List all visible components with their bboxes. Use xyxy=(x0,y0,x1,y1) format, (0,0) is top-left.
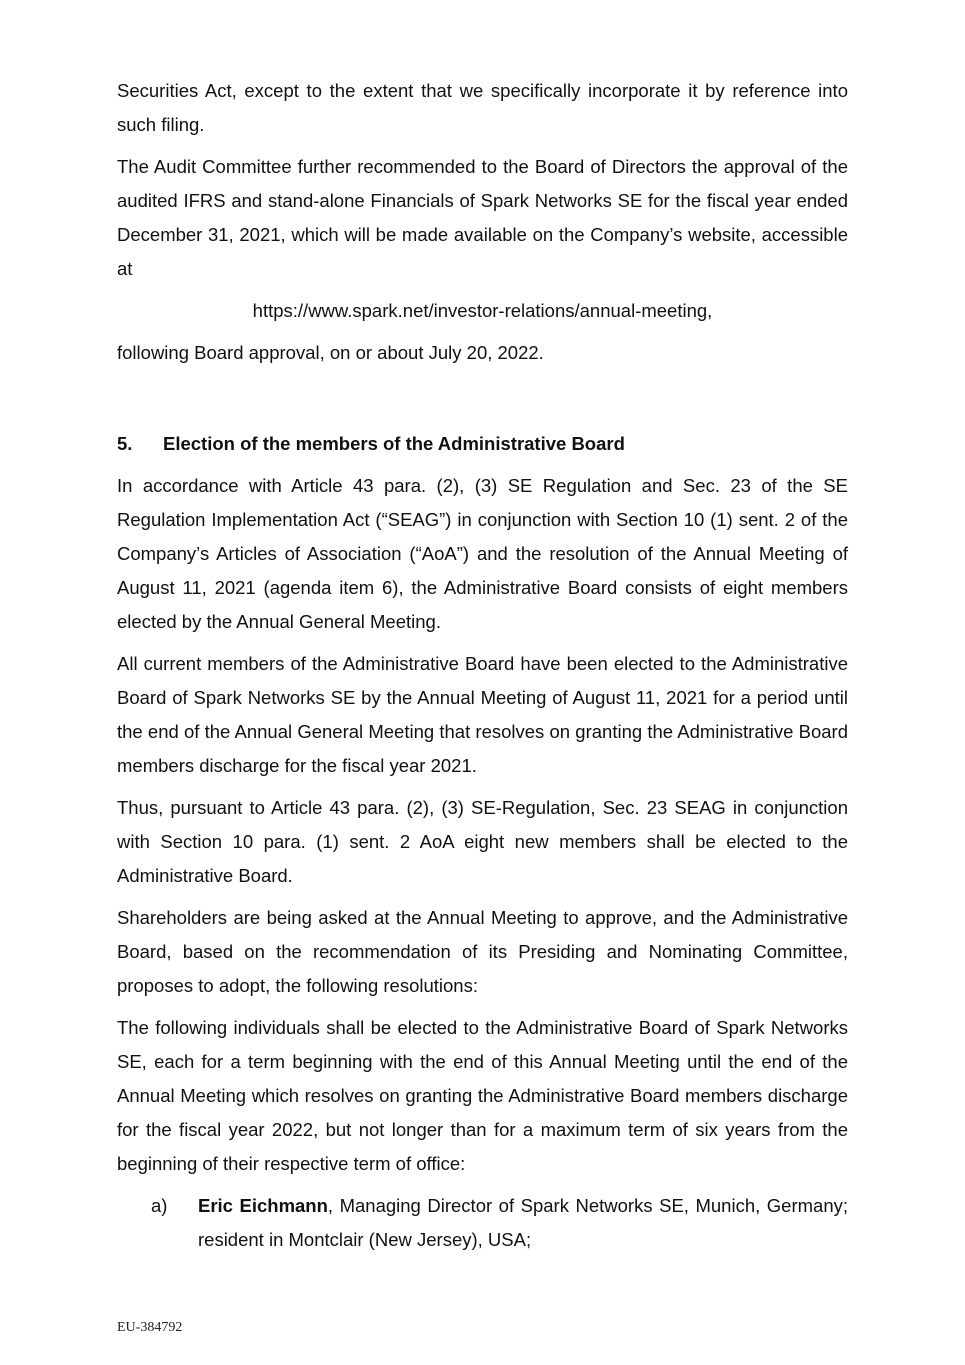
website-url: https://www.spark.net/investor-relations/annual-meeting, xyxy=(252,300,713,321)
list-item-body xyxy=(198,1189,848,1257)
section-number: 5. xyxy=(117,433,133,454)
list-item xyxy=(117,1189,848,1257)
paragraph: All current members of the Administrative Board have been elected to the Administrative Board of Spark Networks SE by the Annual Meeting of August 11, 2021 for a period until the end of the Annual General Meeting that resolves on granting the Administrative Board members discharge for the fiscal year 2021. xyxy=(117,653,848,776)
document-id: EU-384792 xyxy=(117,1320,183,1335)
paragraph: The following individuals shall be elected to the Administrative Board of Spark Networks SE, each for a term beginning with the end of this Annual Meeting until the end of the Annual Meeting which resolves on granting the Administrative Board members discharge for the fiscal year 2022, but not longer than for a maximum term of six years from the beginning of their respective term of office: xyxy=(117,1017,848,1174)
paragraph: Securities Act, except to the extent that we specifically incorporate it by reference into such filing. xyxy=(117,80,848,135)
paragraph: Thus, pursuant to Article 43 para. (2), (3) SE-Regulation, Sec. 23 SEAG in conjunction with Section 10 para. (1) sent. 2 AoA eight new members shall be elected to the Administrative Board. xyxy=(117,797,848,886)
paragraph: Shareholders are being asked at the Annual Meeting to approve, and the Administrative Board, based on the recommendation of its Presiding and Nominating Committee, proposes to adopt, the following resolutions: xyxy=(117,907,848,996)
section-title: Election of the members of the Administrative Board xyxy=(163,433,625,454)
candidate-name: Eric Eichmann xyxy=(198,1195,328,1216)
paragraph: The Audit Committee further recommended to the Board of Directors the approval of the audited IFRS and stand-alone Financials of Spark Networks SE for the fiscal year ended December 31, 2021, which will be made available on the Company’s website, accessible at xyxy=(117,156,848,279)
candidate-description: , Managing Director of Spark Networks SE, Munich, Germany; resident in Montclair (New Jersey), USA; xyxy=(198,1195,849,1250)
list-marker: a) xyxy=(151,1195,168,1216)
section-heading xyxy=(117,427,848,461)
paragraph: following Board approval, on or about July 20, 2022. xyxy=(117,342,544,363)
paragraph: In accordance with Article 43 para. (2), (3) SE Regulation and Sec. 23 of the SE Regulation Implementation Act (“SEAG”) in conjunction with Section 10 (1) sent. 2 of the Company’s Articles of Association (“AoA”) and the resolution of the Annual Meeting of August 11, 2021 (agenda item 6), the Administrative Board consists of eight members elected by the Annual General Meeting. xyxy=(117,475,848,632)
document-page xyxy=(117,74,848,1265)
